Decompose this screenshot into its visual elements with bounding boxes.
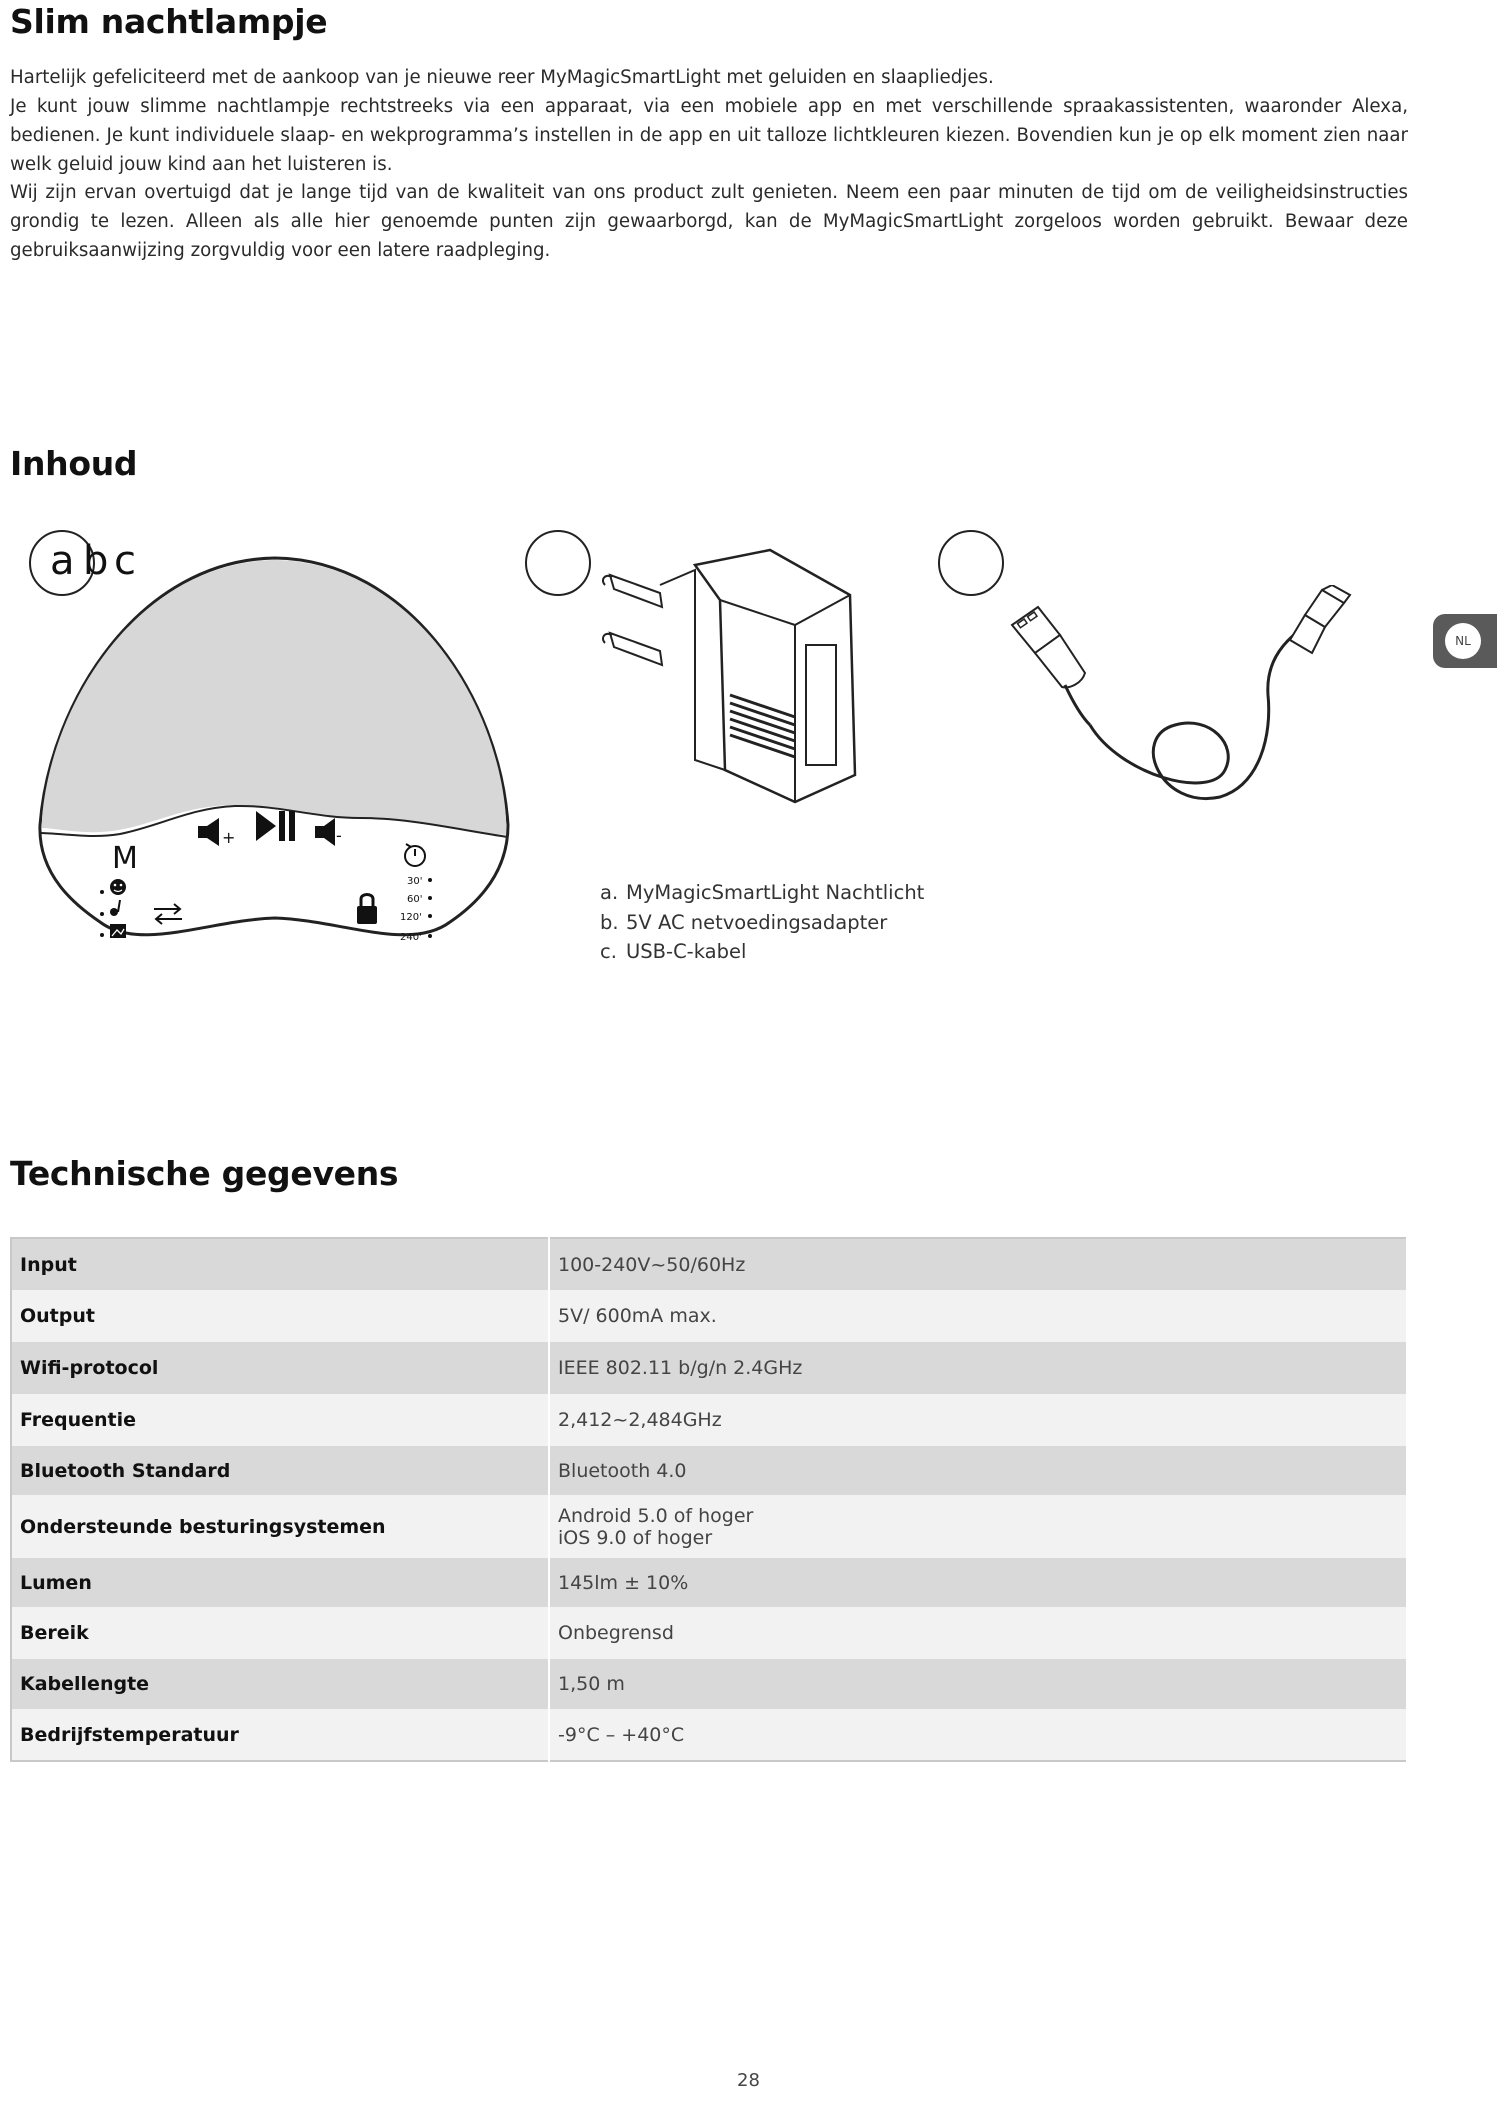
table-row: Ondersteunde besturingsystemen Android 5.0 of hoger iOS 9.0 of hoger: [11, 1495, 1407, 1558]
figure-label-c: c: [114, 538, 136, 584]
smiley-icon: [110, 879, 126, 895]
specs-heading: Technische gegevens: [10, 1154, 399, 1193]
usb-cable-illustration: [1010, 585, 1360, 815]
figure-label-circle-c: [938, 530, 1004, 596]
table-row: Frequentie 2,412~2,484GHz: [11, 1394, 1407, 1446]
table-row: Wifi-protocol IEEE 802.11 b/g/n 2.4GHz: [11, 1342, 1407, 1394]
table-row: Bedrijfstemperatuur -9°C – +40°C: [11, 1709, 1407, 1761]
intro-paragraph: Hartelijk gefeliciteerd met de aankoop van je nieuwe reer MyMagicSmartLight met geluiden en slaapliedjes.: [10, 67, 994, 88]
page-number: 28: [737, 2070, 760, 2091]
legend-item: c. USB-C-kabel: [600, 940, 747, 963]
table-row: Input 100-240V~50/60Hz: [11, 1238, 1407, 1290]
figure-label-circle-b: [525, 530, 591, 596]
image-icon: [110, 924, 126, 938]
svg-text:+: +: [222, 828, 236, 847]
language-tab-label: NL: [1445, 623, 1481, 659]
intro-paragraph: Je kunt jouw slimme nachtlampje rechtstreeks via een apparaat, via een mobiele app en met verschillende spraakassistenten, waaronder Alexa, bedienen. Je kunt individuele slaap- en wekprogramma’s instellen in de app en uit talloze lichtkleuren kiezen. Bovendien kun je op elk moment zien naar welk geluid jouw kind aan het luisteren is.: [10, 96, 1408, 175]
figure-label-b: b: [83, 538, 109, 584]
page-title: Slim nachtlampje: [10, 2, 328, 41]
table-row: Lumen 145lm ± 10%: [11, 1558, 1407, 1607]
svg-text:-: -: [336, 826, 342, 845]
legend-item: b. 5V AC netvoedingsadapter: [600, 910, 888, 934]
table-row: Bereik Onbegrensd: [11, 1607, 1407, 1659]
svg-text:240': 240': [400, 932, 422, 943]
table-row: Output 5V/ 600mA max.: [11, 1290, 1407, 1342]
language-tab[interactable]: [1433, 614, 1497, 668]
mode-label: M: [112, 841, 138, 876]
contents-legend: [600, 878, 924, 967]
figure-label-a: a: [50, 538, 75, 584]
svg-text:60': 60': [407, 894, 423, 905]
night-light-illustration: [30, 550, 520, 970]
table-row: Kabellengte 1,50 m: [11, 1659, 1407, 1709]
table-row: Bluetooth Standard Bluetooth 4.0: [11, 1446, 1407, 1495]
svg-text:30': 30': [407, 876, 423, 887]
power-adapter-illustration: [600, 545, 880, 815]
intro-paragraph: Wij zijn ervan overtuigd dat je lange tijd van de kwaliteit van ons product zult genieten. Neem een paar minuten de tijd om de veiligheidsinstructies grondig te lezen. Alleen als alle hier genoemde punten zijn gewaarborgd, kan de MyMagicSmartLight zorgeloos worden gebruikt. Bewaar deze gebruiksaanwijzing zorgvuldig voor een latere raadpleging.: [10, 182, 1408, 261]
contents-heading: Inhoud: [10, 444, 138, 483]
specs-table: [10, 1237, 1408, 1762]
legend-item: a. MyMagicSmartLight Nachtlicht: [600, 881, 925, 904]
svg-text:120': 120': [400, 912, 422, 923]
